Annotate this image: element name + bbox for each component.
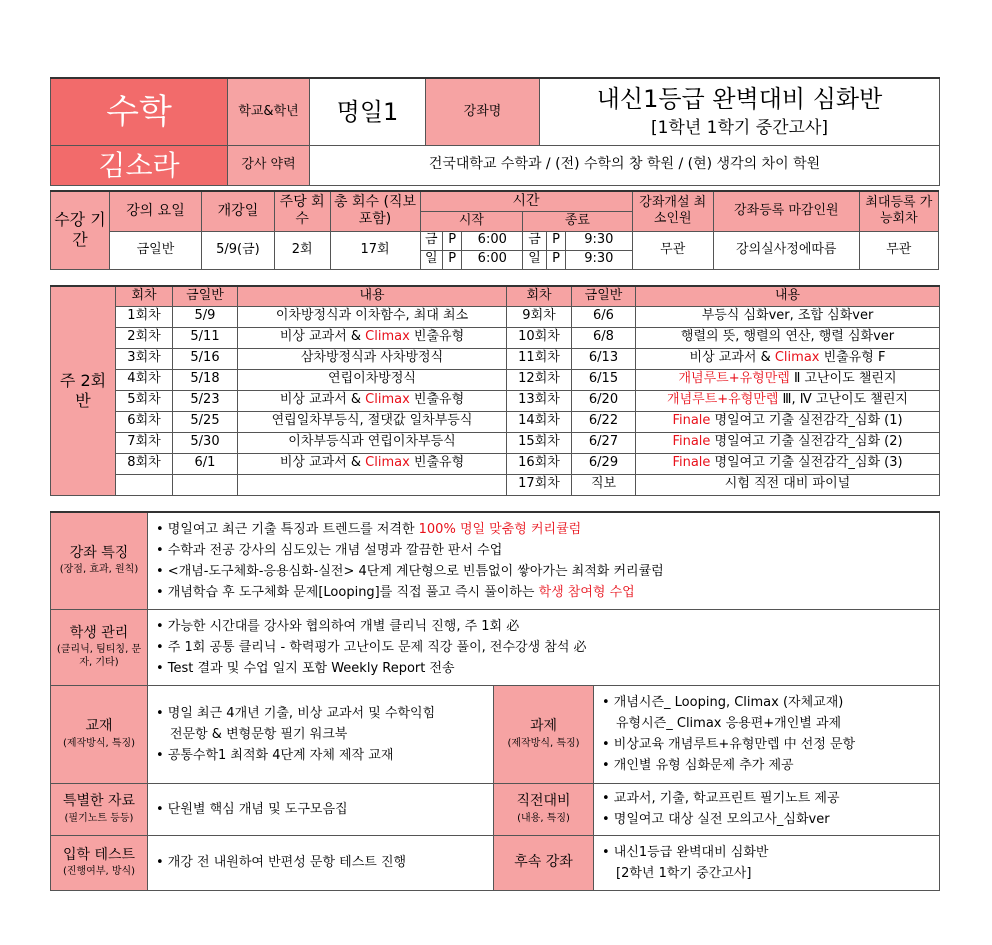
content-text: 이차방정식과 이차함수, 최대 최소 — [275, 308, 469, 324]
textbook-item: 전문항 & 변형문항 필기 워크북 — [170, 726, 348, 742]
entry-test-list — [148, 835, 494, 890]
header-time: 시간 — [420, 191, 632, 211]
feature-item: • <개념-도구체화-응용심화-실전> 4단계 계단형으로 빈틈없이 쌓아가는 최적화 커리큘럼 — [156, 563, 664, 579]
followup-item: • 내신1등급 완벽대비 심화반 — [602, 844, 769, 860]
time-day: 일 — [523, 250, 547, 269]
session-date: 6/1 — [173, 453, 238, 474]
total-count: 17회 — [330, 231, 420, 269]
highlight-text: Climax — [365, 329, 410, 345]
homework-item: 유형시즌_ Climax 응용편+개인별 과제 — [616, 716, 842, 731]
entry-test-label: 입학 테스트 — [62, 846, 136, 863]
header-start-date: 개강일 — [202, 191, 275, 231]
info-table — [50, 511, 940, 891]
session-number: 2회차 — [116, 327, 173, 348]
session-content — [238, 369, 507, 390]
content-text: 명일여고 기출 실전감각_심화 (1) — [710, 413, 903, 429]
session-number: 12회차 — [507, 369, 572, 390]
session-content — [636, 369, 940, 390]
time-ampm: P — [442, 231, 461, 250]
textbook-sublabel: (제작방식, 특징) — [62, 737, 136, 749]
session-content — [238, 453, 507, 474]
content-text: 비상 교과서 & — [279, 392, 366, 408]
homework-sublabel: (제작방식, 특징) — [507, 737, 580, 749]
time-ampm: P — [546, 231, 565, 250]
table-row — [51, 453, 940, 474]
deadline-count: 강의실사정에따름 — [713, 231, 859, 269]
special-list — [148, 783, 494, 835]
homework-item: • 개념시즌_ Looping, Climax (자체교재) — [602, 695, 844, 710]
session-number: 10회차 — [507, 327, 572, 348]
table-row — [51, 306, 940, 327]
management-sublabel: (클리닉, 팀티칭, 문자, 기타) — [56, 644, 142, 668]
schedule-header-class: 금일반 — [572, 286, 636, 306]
schedule-header-content: 내용 — [238, 286, 507, 306]
homework-list — [594, 685, 940, 783]
session-number: 8회차 — [116, 453, 173, 474]
textbook-label: 교재 — [85, 718, 113, 734]
course-title-cell — [540, 78, 940, 145]
session-date: 5/23 — [173, 390, 238, 411]
header-weekly: 주당 회수 — [274, 191, 330, 231]
content-text: 시험 직전 대비 파이널 — [724, 476, 851, 492]
special-label: 특별한 자료 — [62, 793, 136, 809]
time-start: 6:00 — [462, 231, 523, 250]
session-date: 5/25 — [173, 411, 238, 432]
session-date: 6/15 — [572, 369, 636, 390]
session-content — [238, 348, 507, 369]
content-text: 연립이차방정식 — [328, 371, 416, 387]
session-number: 7회차 — [116, 432, 173, 453]
subject-title: 수학 — [51, 78, 228, 145]
followup-list — [594, 835, 940, 890]
textbook-item: • 명일 최근 4개년 기출, 비상 교과서 및 수학익힘 — [156, 705, 436, 721]
management-item: • 주 1회 공통 클리닉 - 학력평가 고난이도 문제 직강 풀이, 전수강생 참석 必 — [156, 639, 587, 655]
session-content — [636, 411, 940, 432]
final-prep-label-cell — [494, 783, 594, 835]
management-item: • 가능한 시간대를 강사와 협의하여 개별 클리닉 진행, 주 1회 必 — [156, 618, 520, 634]
session-content — [636, 474, 940, 495]
homework-label-cell — [494, 685, 594, 783]
header-total: 총 회수 (직보포함) — [330, 191, 420, 231]
period-label: 수강 기간 — [51, 191, 110, 269]
highlight-text: 개념루트+유형만렙 — [678, 371, 790, 387]
time-day: 금 — [420, 231, 442, 250]
course-title: 내신1등급 완벽대비 심화반 — [596, 84, 883, 113]
course-label: 강좌명 — [426, 78, 540, 145]
teacher-bio: 건국대학교 수학과 / (전) 수학의 창 학원 / (현) 생각의 차이 학원 — [310, 145, 940, 185]
session-content — [636, 453, 940, 474]
highlight-text: Climax — [365, 392, 410, 408]
session-number: 16회차 — [507, 453, 572, 474]
max-count: 무관 — [859, 231, 938, 269]
content-text: 빈출유형 — [409, 392, 465, 408]
session-content — [636, 390, 940, 411]
session-date: 6/8 — [572, 327, 636, 348]
session-content — [636, 348, 940, 369]
session-date: 5/11 — [173, 327, 238, 348]
highlight-text: Climax — [774, 350, 820, 366]
content-text: Ⅲ, Ⅳ 고난이도 챌린지 — [778, 392, 908, 408]
min-count: 무관 — [632, 231, 713, 269]
special-sublabel: (필기노트 등등) — [64, 812, 134, 824]
schedule-header-no: 회차 — [507, 286, 572, 306]
header-min: 강좌개설 최소인원 — [632, 191, 713, 231]
features-label: 강좌 특징 — [69, 544, 129, 561]
session-date — [173, 474, 238, 495]
feature-item: • 수학과 전공 강사의 심도있는 개념 설명과 깔끔한 판서 수업 — [156, 542, 503, 558]
session-content — [636, 432, 940, 453]
bio-label: 강사 약력 — [228, 145, 310, 185]
followup-label: 후속 강좌 — [494, 835, 594, 890]
session-content — [636, 306, 940, 327]
header-max: 최대등록 가능회차 — [859, 191, 938, 231]
session-date: 5/18 — [173, 369, 238, 390]
session-number: 3회차 — [116, 348, 173, 369]
homework-item: • 비상교육 개념루트+유형만렙 中 선정 문항 — [602, 737, 856, 752]
highlight-text: Finale — [672, 455, 711, 471]
schedule-table — [50, 285, 940, 496]
time-end: 9:30 — [566, 250, 632, 269]
content-text: 빈출유형 — [409, 329, 465, 345]
content-text: 비상 교과서 & — [279, 455, 366, 471]
content-text: 연립일차부등식, 절댓값 일차부등식 — [271, 413, 473, 429]
header-table — [50, 77, 940, 186]
session-date: 5/30 — [173, 432, 238, 453]
final-prep-list — [594, 783, 940, 835]
session-date: 6/13 — [572, 348, 636, 369]
schedule-header-no: 회차 — [116, 286, 173, 306]
session-date: 6/6 — [572, 306, 636, 327]
session-date: 직보 — [572, 474, 636, 495]
table-row — [51, 348, 940, 369]
features-list — [148, 512, 940, 609]
header-deadline: 강좌등록 마감인원 — [713, 191, 859, 231]
session-number: 17회차 — [507, 474, 572, 495]
highlight-text: 개념루트+유형만렙 — [667, 392, 779, 408]
header-time-end: 종료 — [523, 211, 632, 231]
session-content — [238, 432, 507, 453]
content-text: 명일여고 기출 실전감각_심화 (3) — [710, 455, 903, 471]
table-row — [51, 474, 940, 495]
schedule-header-content: 내용 — [636, 286, 940, 306]
entry-test-item: • 개강 전 내원하여 반편성 문항 테스트 진행 — [156, 855, 407, 870]
entry-test-sublabel: (진행여부, 방식) — [62, 866, 136, 877]
table-row — [51, 327, 940, 348]
content-text: 부등식 심화ver, 조합 심화ver — [701, 308, 874, 324]
session-number — [116, 474, 173, 495]
class-day: 금일반 — [109, 231, 201, 269]
weekly-count: 2회 — [274, 231, 330, 269]
management-label: 학생 관리 — [69, 624, 129, 641]
entry-test-label-cell — [51, 835, 148, 890]
session-content — [238, 411, 507, 432]
session-number: 6회차 — [116, 411, 173, 432]
content-text: 비상 교과서 & — [279, 329, 366, 345]
session-date: 5/9 — [173, 306, 238, 327]
textbook-list — [148, 685, 494, 783]
school-value: 명일1 — [310, 78, 426, 145]
final-prep-sublabel: (내용, 특징) — [517, 812, 570, 824]
management-item: • Test 결과 및 수업 일지 포함 Weekly Report 전송 — [156, 660, 455, 676]
time-ampm: P — [442, 250, 461, 269]
management-list — [148, 609, 940, 685]
school-label: 학교&학년 — [228, 78, 310, 145]
textbook-item: • 공통수학1 최적화 4단계 자체 제작 교재 — [156, 747, 394, 763]
features-label-cell — [51, 512, 148, 609]
header-time-start: 시작 — [420, 211, 523, 231]
features-sublabel: (장점, 효과, 원칙) — [59, 564, 139, 576]
session-content — [636, 327, 940, 348]
final-prep-item: • 명일여고 대상 실전 모의고사_심화ver — [602, 812, 830, 827]
session-date: 5/16 — [173, 348, 238, 369]
management-label-cell — [51, 609, 148, 685]
table-row — [51, 432, 940, 453]
homework-item: • 개인별 유형 심화문제 추가 제공 — [602, 758, 794, 773]
session-date: 6/27 — [572, 432, 636, 453]
content-text: 비상 교과서 & — [689, 350, 775, 366]
time-ampm: P — [546, 250, 565, 269]
table-row — [51, 390, 940, 411]
final-prep-label: 직전대비 — [516, 793, 571, 809]
table-row — [51, 411, 940, 432]
time-start: 6:00 — [462, 250, 523, 269]
special-label-cell — [51, 783, 148, 835]
session-number: 14회차 — [507, 411, 572, 432]
final-prep-item: • 교과서, 기출, 학교프린트 필기노트 제공 — [602, 791, 840, 806]
content-text: Ⅱ 고난이도 챌린지 — [789, 371, 897, 387]
highlight-text: Climax — [365, 455, 410, 471]
session-content — [238, 474, 507, 495]
schedule-label: 주 2회반 — [51, 286, 116, 495]
homework-label: 과제 — [529, 718, 558, 734]
session-content — [238, 327, 507, 348]
start-date: 5/9(금) — [202, 231, 275, 269]
content-text: 빈출유형 — [409, 455, 465, 471]
session-number: 13회차 — [507, 390, 572, 411]
session-content — [238, 390, 507, 411]
session-number: 11회차 — [507, 348, 572, 369]
time-end: 9:30 — [566, 231, 632, 250]
period-table — [50, 190, 939, 270]
session-content — [238, 306, 507, 327]
feature-item: • 개념학습 후 도구체화 문제[Looping]를 직접 풀고 즉시 풀이하는 학생 참여형 수업 — [156, 584, 635, 600]
highlight-text: Finale — [672, 413, 711, 429]
content-text: 빈출유형 F — [819, 350, 886, 366]
session-date: 6/29 — [572, 453, 636, 474]
time-day: 일 — [420, 250, 442, 269]
content-text: 명일여고 기출 실전감각_심화 (2) — [710, 434, 903, 450]
session-date: 6/22 — [572, 411, 636, 432]
table-row — [51, 369, 940, 390]
content-text: 삼차방정식과 사차방정식 — [300, 350, 444, 366]
session-number: 9회차 — [507, 306, 572, 327]
textbook-label-cell — [51, 685, 148, 783]
session-number: 5회차 — [116, 390, 173, 411]
session-date: 6/20 — [572, 390, 636, 411]
session-number: 15회차 — [507, 432, 572, 453]
schedule-header-class: 금일반 — [173, 286, 238, 306]
session-number: 1회차 — [116, 306, 173, 327]
content-text: 행렬의 뜻, 행렬의 연산, 행렬 심화ver — [680, 329, 895, 345]
feature-item: • 명일여고 최근 기출 특징과 트렌드를 저격한 100% 명일 맞춤형 커리큘럼 — [156, 521, 582, 537]
session-number: 4회차 — [116, 369, 173, 390]
time-day: 금 — [523, 231, 547, 250]
header-day: 강의 요일 — [109, 191, 201, 231]
course-subtitle: [1학년 1학기 중간고사] — [650, 117, 829, 138]
highlight-text: Finale — [672, 434, 711, 450]
teacher-name: 김소라 — [51, 145, 228, 185]
special-item: • 단원별 핵심 개념 및 도구모음집 — [156, 801, 348, 817]
content-text: 이차부등식과 연립이차부등식 — [288, 434, 456, 450]
followup-item: [2학년 1학기 중간고사] — [616, 865, 752, 881]
